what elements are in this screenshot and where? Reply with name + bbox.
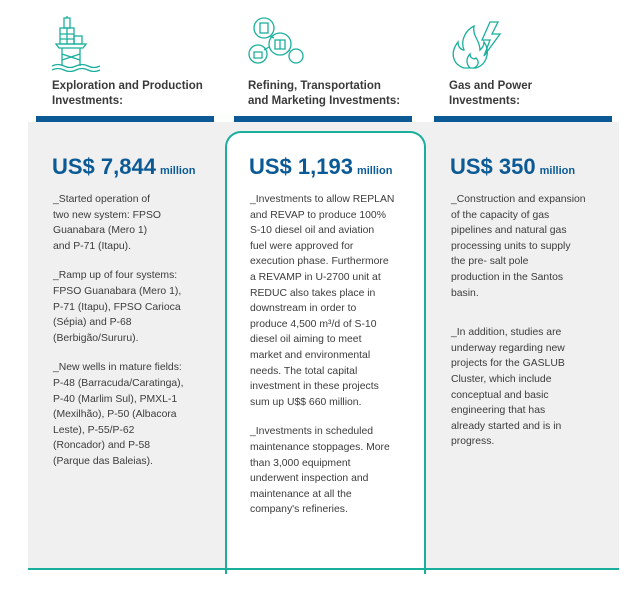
bullet-item: _New wells in mature fields: P-48 (Barracuda/Caratinga), P-40 (Marlim Sul), PMXL-1 (Mexilhão), P-50 (Albacora Leste), P-55/P-62 (Roncador) and P-58 (Parque das Baleias).	[53, 362, 184, 467]
text-column-refining	[250, 192, 420, 532]
text-column-gas-power	[451, 192, 616, 464]
gas-power-icon	[446, 14, 508, 72]
amount-unit: million	[539, 165, 576, 177]
amount-gas-power	[450, 154, 575, 180]
bullet-item: _Started operation of two new system: FPSO Guanabara (Mero 1) and P-71 (Itapu).	[53, 194, 161, 252]
refining-network-icon	[244, 14, 306, 72]
column-title-exploration: Exploration and Production Investments:	[52, 80, 203, 107]
bullet-item: _In addition, studies are underway regarding new projects for the GASLUB Cluster, which include conceptual and basic engineering that has already started and is in progress.	[451, 327, 565, 448]
amount-unit: million	[356, 165, 393, 177]
amount-value: US$ 350	[450, 154, 536, 179]
amount-unit: million	[159, 165, 196, 177]
bullet-item: _Investments to allow REPLAN and REVAP to produce 100% S-10 diesel oil and aviation fuel were approved for execution phase. Furthermore a REVAMP in U-2700 unit at REDUC also takes place in downstream in order to produce 4,500 m³/d of S-10 diesel oil aiming to meet market and environmental needs. The total capital investment in these projects sum up U$$ 660 million.	[250, 194, 395, 408]
bullet-item: _Investments in scheduled maintenance stoppages. More than 3,000 equipment underwent inspection and maintenance at all the company's refineries.	[250, 426, 390, 516]
amount-value: US$ 1,193	[249, 154, 353, 179]
amount-exploration	[52, 154, 195, 180]
bullet-item: _Construction and expansion of the capacity of gas pipelines and natural gas processing units to supply the pre- salt pole production in the Santos basin.	[451, 194, 586, 299]
text-column-exploration	[53, 192, 223, 484]
column-title-refining: Refining, Transportation and Marketing Investments:	[248, 80, 401, 107]
column-title-gas-power: Gas and Power Investments:	[449, 80, 533, 107]
amount-value: US$ 7,844	[52, 154, 156, 179]
oil-rig-icon	[46, 14, 108, 72]
bullet-item: _Ramp up of four systems: FPSO Guanabara (Mero 1), P-71 (Itapu), FPSO Carioca (Sépia) and P-68 (Berbigão/Sururu).	[53, 270, 182, 344]
bottom-rule	[28, 568, 619, 570]
amount-refining	[249, 154, 392, 180]
